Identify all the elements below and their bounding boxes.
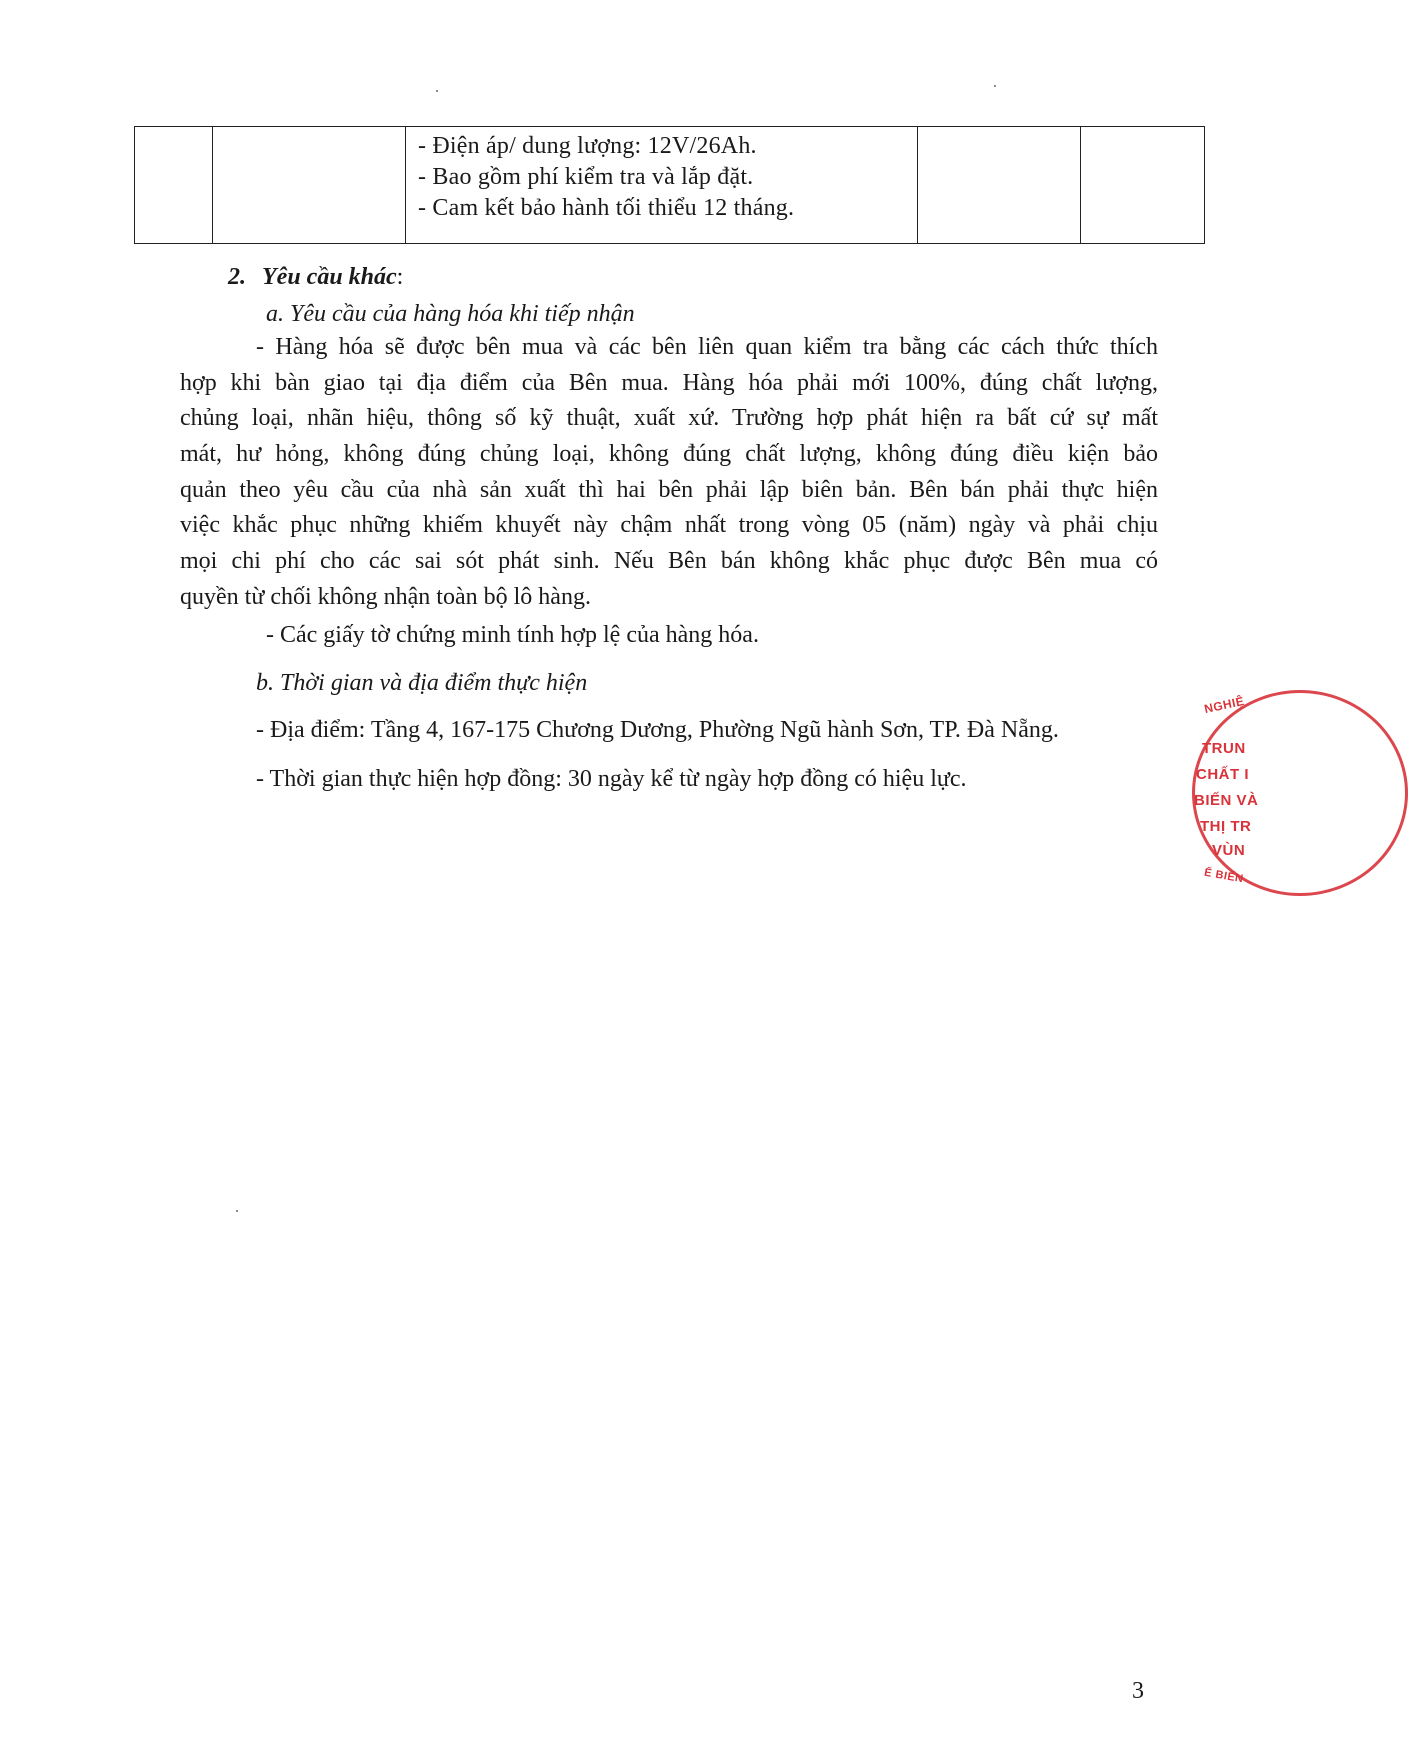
scan-speck [436,90,438,92]
paragraph-line: mọi chi phí cho các sai sót phát sinh. Nếu Bên bán không khắc phục được Bên mua có [180,548,1158,575]
stamp-text: TRUN [1202,740,1246,757]
section-number: 2. [228,264,246,290]
paragraph-line: chủng loại, nhãn hiệu, thông số kỹ thuật, xuất xứ. Trường hợp phát hiện ra bất cứ sự mất [180,405,1158,432]
spec-line: - Cam kết bảo hành tối thiểu 12 tháng. [418,195,795,221]
documents-line: - Các giấy tờ chứng minh tính hợp lệ của hàng hóa. [266,622,759,648]
section-title-colon: : [396,264,404,290]
table-cell-name [213,127,406,244]
table-cell-index [135,127,213,244]
stamp-text: BIẾN VÀ [1194,792,1259,809]
subheading-b: b. Thời gian và địa điểm thực hiện [256,670,588,696]
paragraph-line: mát, hư hỏng, không đúng chủng loại, không đúng chất lượng, không đúng điều kiện bảo [180,441,1158,468]
spec-table [134,126,1205,244]
page-number: 3 [1132,1678,1144,1704]
section-title: Yêu cầu khác [262,264,397,290]
table-row [135,127,1205,244]
paragraph-line: việc khắc phục những khiếm khuyết này chậm nhất trong vòng 05 (năm) ngày và phải chịu [180,512,1158,539]
requirements-paragraph [180,330,1158,616]
paragraph-line: quản theo yêu cầu của nhà sản xuất thì hai bên phải lập biên bản. Bên bán phải thực hiện [180,476,1158,503]
paragraph-line: - Hàng hóa sẽ được bên mua và các bên liên quan kiểm tra bằng các cách thức thích [256,334,1158,360]
stamp-text: Ế BIẾN [1203,866,1245,886]
table-cell-quantity [1081,127,1205,244]
paragraph-line: quyền từ chối không nhận toàn bộ lô hàng. [180,583,591,610]
spec-line: - Bao gồm phí kiểm tra và lắp đặt. [418,164,754,190]
stamp-text: CHẤT I [1196,766,1249,783]
stamp-seal [1190,684,1390,894]
spec-line: - Điện áp/ dung lượng: 12V/26Ah. [418,133,757,159]
duration-line: - Thời gian thực hiện hợp đồng: 30 ngày kể từ ngày hợp đồng có hiệu lực. [256,766,967,792]
table-cell-spec [406,127,918,244]
scan-speck [994,85,996,87]
table-cell-unit [918,127,1081,244]
stamp-text: THỊ TR [1200,818,1252,835]
stamp-text: NGHIỆ [1202,693,1246,717]
paragraph-line: hợp khi bàn giao tại địa điểm của Bên mua. Hàng hóa phải mới 100%, đúng chất lượng, [180,369,1158,396]
location-line: - Địa điểm: Tầng 4, 167-175 Chương Dương, Phường Ngũ hành Sơn, TP. Đà Nẵng. [256,717,1059,743]
scan-speck [236,1210,238,1212]
subheading-a: a. Yêu cầu của hàng hóa khi tiếp nhận [266,301,635,327]
section-heading [228,260,403,295]
stamp-text: VÙN [1212,842,1246,859]
official-stamp [1190,684,1259,894]
